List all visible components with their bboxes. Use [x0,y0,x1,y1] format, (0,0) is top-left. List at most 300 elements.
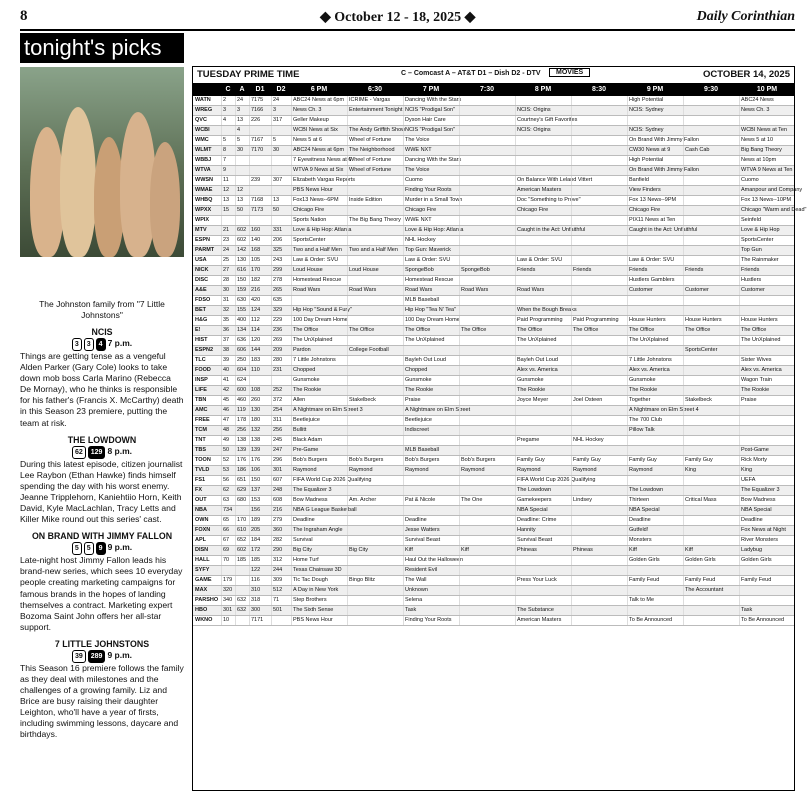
pick-time: 7 p.m. [107,338,133,348]
channel-number: 7 [221,156,235,165]
channel-number: 12 [235,186,249,195]
channel-number: 21 [221,226,235,235]
channel-number: 30 [221,286,235,295]
program-cell: When the Bough Breaks [517,307,577,313]
program-cell: The Office [571,326,627,335]
channel-number: 216 [249,286,271,295]
program-cell [403,476,459,485]
listing-row [193,346,794,356]
issue-date-text: October 12 - 18, 2025 [334,10,462,25]
pick-channel-time [20,542,184,555]
channel-name: FOOD [195,367,211,373]
program-cell [627,296,683,305]
program-cell: House Hunters [627,316,683,325]
program-cell: Pre-Game [291,446,347,455]
program-cell: Chicago Fire [515,206,571,215]
channel-number [235,176,249,185]
program-cell [347,406,403,415]
pick-blurb: Late-night host Jimmy Fallon leads his brand-new series, which sees 10 everyday people creating marketing campaigns for famous brands in the hopes of landing themselves a contract. Marketing expert Bozoma Saint John offers her all-star support. [20,555,183,632]
program-cell: Together [627,396,683,405]
program-cell: Gamekeepers [515,496,571,505]
program-cell: Talk to Me [627,596,683,605]
program-cell: House Hunters [739,316,795,325]
channel-number: 652 [235,536,249,545]
program-cell [683,336,739,345]
program-cell: The Accountant [683,586,739,595]
program-cell: WWE NXT [403,216,459,225]
program-cell [515,96,571,105]
program-cell [627,306,683,315]
program-cell [459,206,515,215]
program-cell [683,506,739,515]
program-cell [683,246,739,255]
program-cell: News Ch. 3 [291,106,347,115]
program-cell [515,236,571,245]
channel-number: 254 [271,406,291,415]
column-header: 9:30 [703,86,718,93]
program-cell [571,136,627,145]
program-cell [571,306,627,315]
channel-number: 155 [235,306,249,315]
program-cell [459,116,515,125]
listing-row [193,446,794,456]
listing-row [193,516,794,526]
program-cell [515,296,571,305]
channel-number: 226 [249,116,271,125]
program-cell: Fox News at Night [739,526,795,535]
channel-number [271,156,291,165]
channel-number [235,616,249,625]
program-cell: Hip Hop "Sound & Fury" [293,307,352,313]
program-cell: Texas Chainsaw 3D [291,566,347,575]
program-cell: Joyce Meyer [515,396,571,405]
channel-number: 252 [271,386,291,395]
program-cell [683,536,739,545]
program-cell: Amanpour and Company [741,187,803,193]
program-cell: Customer [739,286,795,295]
program-cell: The Voice [403,136,459,145]
program-cell: Unknown [403,586,459,595]
program-cell [571,516,627,525]
program-cell [683,376,739,385]
channel-name: FX [195,487,203,493]
program-cell: Gutfeld! [627,526,683,535]
program-cell: On Balance With Leland Vittert [517,177,593,183]
channel-number: 189 [249,516,271,525]
program-cell: The UnXplained [739,336,795,345]
grid-header [193,67,794,84]
channel-number: 184 [249,536,271,545]
program-cell [459,356,515,365]
program-cell [459,596,515,605]
channel-number: 460 [235,396,249,405]
program-cell [515,586,571,595]
program-cell [459,426,515,435]
program-cell: The Rookie [627,386,683,395]
channel-number: 309 [271,576,291,585]
program-cell [459,376,515,385]
program-cell: Family Guy [683,456,739,465]
program-cell: King [739,466,795,475]
channel-number: 52 [221,456,235,465]
program-cell [571,286,627,295]
grid-column-headers [193,84,794,96]
channel-name: WWSN [195,177,214,183]
channel-number: 37 [221,336,235,345]
program-cell [683,596,739,605]
listing-row [193,216,794,226]
listing-row [193,496,794,506]
program-cell: Seinfeld [739,216,795,225]
channel-number [235,216,249,225]
channel-name: FREE [195,417,210,423]
header-rule [20,29,795,31]
channel-number: 130 [249,406,271,415]
pick-blurb: This Season 16 premiere follows the family as they deal with milestones and the challenges of a growing family. Liz and Brice are busy raising their daughter Leighton, who'll have a year of firsts, including swimming lessons, daycare and birthdays. [20,662,184,740]
channel-number [249,166,271,175]
program-cell: Law & Order: SVU [403,256,459,265]
program-cell: NCIS "Prodigal Son" [403,126,459,135]
program-cell: Selena [403,596,459,605]
program-cell: The Office [739,326,795,335]
program-cell [571,186,627,195]
pick-title: ON BRAND WITH JIMMY FALLON [31,531,173,542]
channel-number: 159 [235,286,249,295]
program-cell: Banfield [627,176,683,185]
channel-number [249,216,271,225]
channel-name: OUT [195,497,207,503]
program-cell [571,376,627,385]
channel-number: 301 [271,466,291,475]
program-cell [459,436,515,445]
pick-blurb: During this latest episode, citizen journalist Lee Raybon (Ethan Hawke) finds himself spending the day with his worst enemy. Jeanne Tripplehorn, Kaniehtiio Horn, Keith David, Kyle MacLachlan, Tracy Letts and Killer Mike round out this series' cast. [20,458,183,525]
channel-number: 156 [249,506,271,515]
program-cell: SportsCenter [683,346,739,355]
program-cell [683,516,739,525]
program-cell [347,426,403,435]
channel-number: 108 [249,386,271,395]
program-cell: Survival Beast [403,536,459,545]
channel-name: NBA [195,507,207,513]
program-cell: The Andy Griffith Show [349,127,406,133]
program-cell [347,516,403,525]
program-cell [403,346,459,355]
channel-number: 24 [235,96,249,105]
program-cell [459,186,515,195]
program-cell [683,276,739,285]
program-cell: Two and a Half Men [347,246,403,255]
listing-row [193,246,794,256]
program-cell: Chicago Fire [403,206,459,215]
program-cell: Chopped [403,366,459,375]
program-cell [627,476,683,485]
program-cell: To Be Announced [627,616,683,625]
program-cell: Courtney's Gift Favorites [517,117,578,123]
listing-row [193,176,794,186]
channel-number: 632 [235,596,249,605]
program-cell: Family Feud [739,576,795,585]
program-cell [403,436,459,445]
channel-number: 144 [249,346,271,355]
channel-number: 47 [221,416,235,425]
channel-number [249,156,271,165]
channel-name: HALL [195,557,210,563]
channel-number: 170 [235,516,249,525]
program-cell [683,486,739,495]
program-cell: Hip Hop "Tea N' Tea" [403,306,459,315]
program-cell [683,436,739,445]
program-cell [739,346,795,355]
channel-number: 105 [249,256,271,265]
program-cell: Fox 13 News--9PM [627,196,683,205]
program-cell [347,616,403,625]
program-cell [627,246,683,255]
program-cell: SportsCenter [291,236,347,245]
program-cell [683,256,739,265]
program-cell: Tic Tac Dough [291,576,347,585]
listing-row [193,316,794,326]
program-cell [739,426,795,435]
program-cell: Jesse Watters [403,526,459,535]
program-cell: Monsters [627,536,683,545]
program-cell [515,166,571,175]
program-cell: Friends [683,266,739,275]
listing-row [193,136,794,146]
program-cell: Chicago "Warm and Dead" [741,207,807,213]
channel-number [235,166,249,175]
program-cell [683,96,739,105]
program-cell [571,346,627,355]
program-cell [347,596,403,605]
program-cell: Entertainment Tonight [349,107,403,113]
program-cell [739,116,795,125]
channel-number: 182 [249,276,271,285]
channel-number: 56 [221,476,235,485]
channel-number: 176 [235,456,249,465]
program-cell [347,506,403,515]
channel-name: HBO [195,607,208,613]
program-cell [683,566,739,575]
program-cell: The Office [627,326,683,335]
program-cell: PBS News Hour [291,186,347,195]
column-header: 6:30 [367,86,382,93]
channel-number: 38 [221,346,235,355]
channel-number: 680 [235,496,249,505]
program-cell: The UnXplained [291,336,347,345]
channel-name: ESPN [195,237,210,243]
program-cell [347,376,403,385]
program-cell: The Office [683,326,739,335]
program-cell [347,446,403,455]
program-cell: Family Feud [683,576,739,585]
channel-number: 635 [271,296,291,305]
program-cell [459,446,515,455]
channel-number: 30 [271,146,291,155]
program-cell [347,566,403,575]
channel-name: USA [195,257,207,263]
program-cell [515,216,571,225]
channel-number: 178 [235,416,249,425]
channel-number: 260 [249,396,271,405]
listing-row [193,286,794,296]
channel-number: 124 [249,306,271,315]
column-header: A [239,86,245,93]
program-cell: FIFA World Cup 2026 Qualifying [517,477,596,483]
program-cell [347,486,403,495]
program-cell: A Nightmare on Elm Street 3 [293,407,363,413]
listing-row [193,576,794,586]
program-cell: NHL Hockey [403,236,459,245]
channel-badge: 289 [88,650,106,663]
program-cell [627,566,683,575]
program-cell: Golden Girls [683,556,739,565]
program-cell [739,436,795,445]
program-cell: NCIS: Origins [515,106,571,115]
channel-number: 296 [271,456,291,465]
channel-number: 31 [221,296,235,305]
program-cell: Geller Makeup [291,116,347,125]
program-cell [459,486,515,495]
channel-number: 216 [271,506,291,515]
listing-row [193,526,794,536]
channel-number: 12 [221,186,235,195]
channel-number [221,216,235,225]
channel-number: 70 [221,556,235,565]
program-cell: Stakelbeck [347,396,403,405]
page-number: 8 [20,8,28,24]
program-cell: Haul Out the Halloween [405,557,464,563]
program-cell: Lindsey [571,496,627,505]
channel-name: TNT [195,437,206,443]
channel-number [271,216,291,225]
program-cell [683,606,739,615]
program-cell: Fox13 News--6PM [291,196,347,205]
program-cell [683,296,739,305]
channel-name: TCM [195,427,207,433]
program-cell: Family Guy [571,456,627,465]
channel-name: MTV [195,227,207,233]
listing-row [193,416,794,426]
program-cell: Alex vs. America [515,366,571,375]
program-cell: News 5 at 6 [291,136,347,145]
program-cell [571,416,627,425]
program-cell: The Ingraham Angle [291,526,347,535]
program-cell [347,276,403,285]
channel-number: 139 [249,446,271,455]
channel-name: WREG [195,107,213,113]
program-cell: Law & Order: SVU [291,256,347,265]
program-cell [571,216,627,225]
program-cell: Task [739,606,795,615]
channel-badge: 3 [72,338,82,351]
channel-number: 269 [271,336,291,345]
column-header: D1 [255,86,265,93]
program-cell: The Voice [403,166,459,175]
program-cell: Chopped [291,366,347,375]
channel-name: PARSHO [195,597,219,603]
program-cell: Top Gun [739,246,795,255]
channel-name: A&E [195,287,207,293]
program-cell [683,136,739,145]
program-cell: Top Gun: Maverick [403,246,459,255]
program-cell: 7 Little Johnstons [291,356,347,365]
program-cell [683,156,739,165]
channel-number: 25 [221,256,235,265]
channel-number: 278 [271,276,291,285]
channel-number: 114 [249,326,271,335]
program-cell: Ladybug [739,546,795,555]
program-cell: The UnXplained [627,336,683,345]
program-cell [571,256,627,265]
listing-row [193,306,794,316]
channel-number [271,616,291,625]
program-cell: ABC24 News [739,96,795,105]
program-cell: The One [459,496,515,505]
program-cell [683,216,739,225]
program-cell [347,206,403,215]
program-cell: Thirteen [627,496,683,505]
program-cell [459,336,515,345]
program-cell: Road Wars [347,286,403,295]
column-header: C [225,86,231,93]
channel-number: 630 [235,296,249,305]
channel-number: 50 [271,206,291,215]
channel-number: 205 [249,526,271,535]
program-cell: Bob's Burgers [403,456,459,465]
channel-number: 247 [271,446,291,455]
program-cell [459,586,515,595]
program-cell: Big Bang Theory [739,146,795,155]
channel-number: 360 [271,526,291,535]
channel-number: 13 [221,196,235,205]
program-cell: Survival Beast [515,536,571,545]
program-cell: Post-Game [739,446,795,455]
program-cell: Hustlers [739,276,795,285]
picks-list [20,327,184,741]
channel-number: 150 [235,276,249,285]
channel-number: 172 [249,546,271,555]
program-cell: Love & Hip Hop: Atlanta [405,227,464,233]
program-cell: 7 Eyewitness News at 6 [293,157,352,163]
listing-row [193,326,794,336]
channel-number: 106 [249,466,271,475]
program-cell: News 5 at 10 [739,136,795,145]
channel-number [235,156,249,165]
program-cell: Deadline [291,516,347,525]
program-cell: Wheel of Fortune [347,166,403,175]
program-cell: Family Feud [627,576,683,585]
program-cell: Press Your Luck [515,576,571,585]
program-cell [571,96,627,105]
program-cell: WTVA 9 News at Ten [739,166,795,175]
channel-number: 66 [221,526,235,535]
program-cell [347,386,403,395]
program-cell: Hustlers Gamblers [627,276,683,285]
program-cell [571,236,627,245]
listing-row [193,356,794,366]
channel-number: 629 [235,486,249,495]
program-cell: On Brand With Jimmy Fallon [629,137,699,143]
program-cell [571,596,627,605]
program-cell [459,246,515,255]
channel-badge: 39 [72,650,86,663]
channel-number: 2 [221,96,235,105]
grid-date: OCTOBER 14, 2025 [703,69,790,80]
program-cell: Big City [347,546,403,555]
program-cell: WWE NXT [403,146,459,155]
program-cell [627,116,683,125]
channel-name: AMC [195,407,208,413]
